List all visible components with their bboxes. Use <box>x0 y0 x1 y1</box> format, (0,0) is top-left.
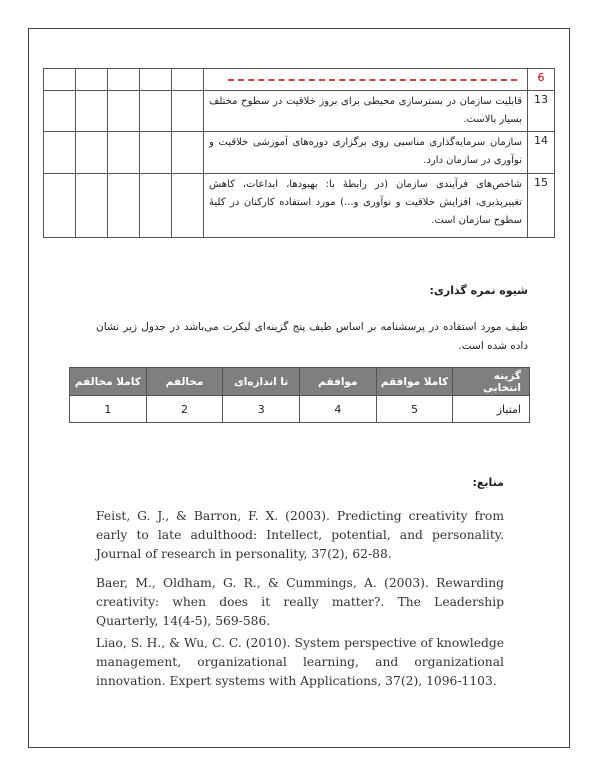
header-cell: تا اندازه‌ای <box>223 368 300 396</box>
questionnaire-table <box>43 68 555 238</box>
answer-cell <box>76 69 108 91</box>
header-cell: مخالفم <box>146 368 223 396</box>
answer-cell <box>108 69 140 91</box>
answer-cell <box>172 91 204 132</box>
item-text: سازمان سرمایه‌گذاری مناسبی روی برگزاری دوره‌های آموزشی خلاقیت و نوآوری در سازمان دارد. <box>204 132 528 174</box>
table-row <box>70 396 530 423</box>
row-number: 13 <box>528 91 555 132</box>
answer-cell <box>76 132 108 174</box>
table-cell: 1 <box>70 396 147 423</box>
table-header-row <box>70 368 530 396</box>
tracked-change-line <box>204 69 528 91</box>
scoring-description: طیف مورد استفاده در پرسشنامه بر اساس طیف پنج گزینه‌ای لیکرت می‌باشد در جدول زیر نشان داده شده است. <box>96 321 528 352</box>
answer-cell <box>76 174 108 238</box>
answer-cell <box>140 69 172 91</box>
table-row <box>44 69 555 91</box>
table-cell: 2 <box>146 396 223 423</box>
item-text: شاخص‌های فرآیندی سازمان (در رابطهٔ با: بهبودها، ابداعات، کاهش تغییرپذیری، افزایش خلاقیت و نوآوری و...) مورد استفاده کارکنان در کلیهٔ سطوح سازمان است. <box>204 174 528 238</box>
reference-item: Liao, S. H., & Wu, C. C. (2010). System perspective of knowledge management, organizational learning, and organizational innovation. Expert systems with Applications, 37(2), 1096-1103. <box>96 636 504 688</box>
answer-cell <box>44 91 76 132</box>
row-number: 14 <box>528 132 555 174</box>
reference-item: Baer, M., Oldham, G. R., & Cummings, A. (2003). Rewarding creativity: when does it really matter?. The Leadership Quarterly, 14(4-5), 569-586. <box>96 576 504 628</box>
answer-cell <box>172 69 204 91</box>
table-row <box>44 91 555 132</box>
header-cell: کاملا موافقم <box>376 368 453 396</box>
scoring-table <box>69 367 530 423</box>
header-cell: گزینه انتخابی <box>453 368 530 396</box>
row-number: 6 <box>528 69 555 91</box>
table-cell: 3 <box>223 396 300 423</box>
answer-cell <box>44 132 76 174</box>
answer-cell <box>76 91 108 132</box>
table-row <box>44 174 555 238</box>
answer-cell <box>172 174 204 238</box>
answer-cell <box>108 132 140 174</box>
header-cell: موافقم <box>300 368 377 396</box>
header-cell: کاملا مخالفم <box>70 368 147 396</box>
reference-item: Feist, G. J., & Barron, F. X. (2003). Predicting creativity from early to late adulthood: Intellect, potential, and personality. Journal of research in personality, 37(2), 62-88. <box>96 509 504 561</box>
answer-cell <box>172 132 204 174</box>
table-cell: امتیاز <box>453 396 530 423</box>
row-number: 15 <box>528 174 555 238</box>
answer-cell <box>44 174 76 238</box>
answer-cell <box>140 174 172 238</box>
answer-cell <box>140 91 172 132</box>
table-cell: 5 <box>376 396 453 423</box>
item-text: قابلیت سازمان در بسترسازی محیطی برای بروز خلاقیت در سطوح مختلف بسیار بالاست. <box>204 91 528 132</box>
table-cell: 4 <box>300 396 377 423</box>
answer-cell <box>140 132 172 174</box>
answer-cell <box>108 91 140 132</box>
references-heading: منابع: <box>472 476 504 489</box>
scoring-heading: شیوه نمره گذاری: <box>429 284 528 297</box>
answer-cell <box>108 174 140 238</box>
table-row <box>44 132 555 174</box>
answer-cell <box>44 69 76 91</box>
